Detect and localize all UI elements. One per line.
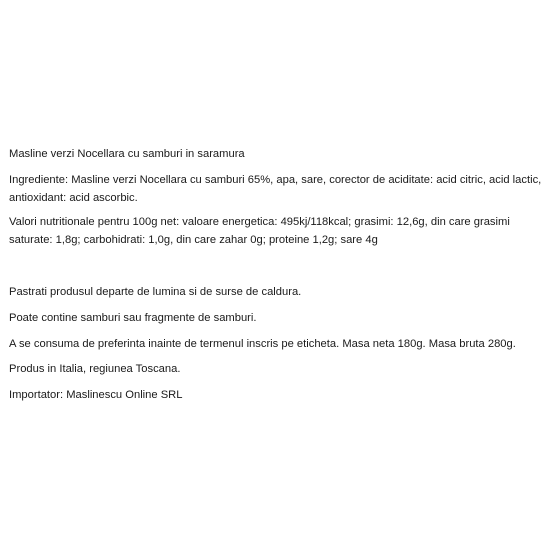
origin-text: Produs in Italia, regiunea Toscana.	[9, 363, 181, 375]
best-before-and-mass: A se consuma de preferinta inainte de termenul inscris pe eticheta. Masa neta 180g. Masa bruta 280g.	[9, 338, 516, 350]
pits-warning: Poate contine samburi sau fragmente de samburi.	[9, 312, 257, 324]
storage-instructions: Pastrati produsul departe de lumina si de surse de caldura.	[9, 286, 302, 298]
product-title: Masline verzi Nocellara cu samburi in saramura	[9, 148, 245, 160]
nutrition-values-text: Valori nutritionale pentru 100g net: valoare energetica: 495kj/118kcal; grasimi: 12,6g, din care grasimi saturate: 1,8g; carbohidrati: 1,0g, din care zahar 0g; proteine 1,2g; sare 4g	[9, 216, 510, 246]
importer-text: Importator: Maslinescu Online SRL	[9, 389, 183, 401]
ingredients-text: Ingrediente: Masline verzi Nocellara cu samburi 65%, apa, sare, corector de aciditate: acid citric, acid lactic, antioxidant: acid ascorbic.	[9, 174, 542, 204]
